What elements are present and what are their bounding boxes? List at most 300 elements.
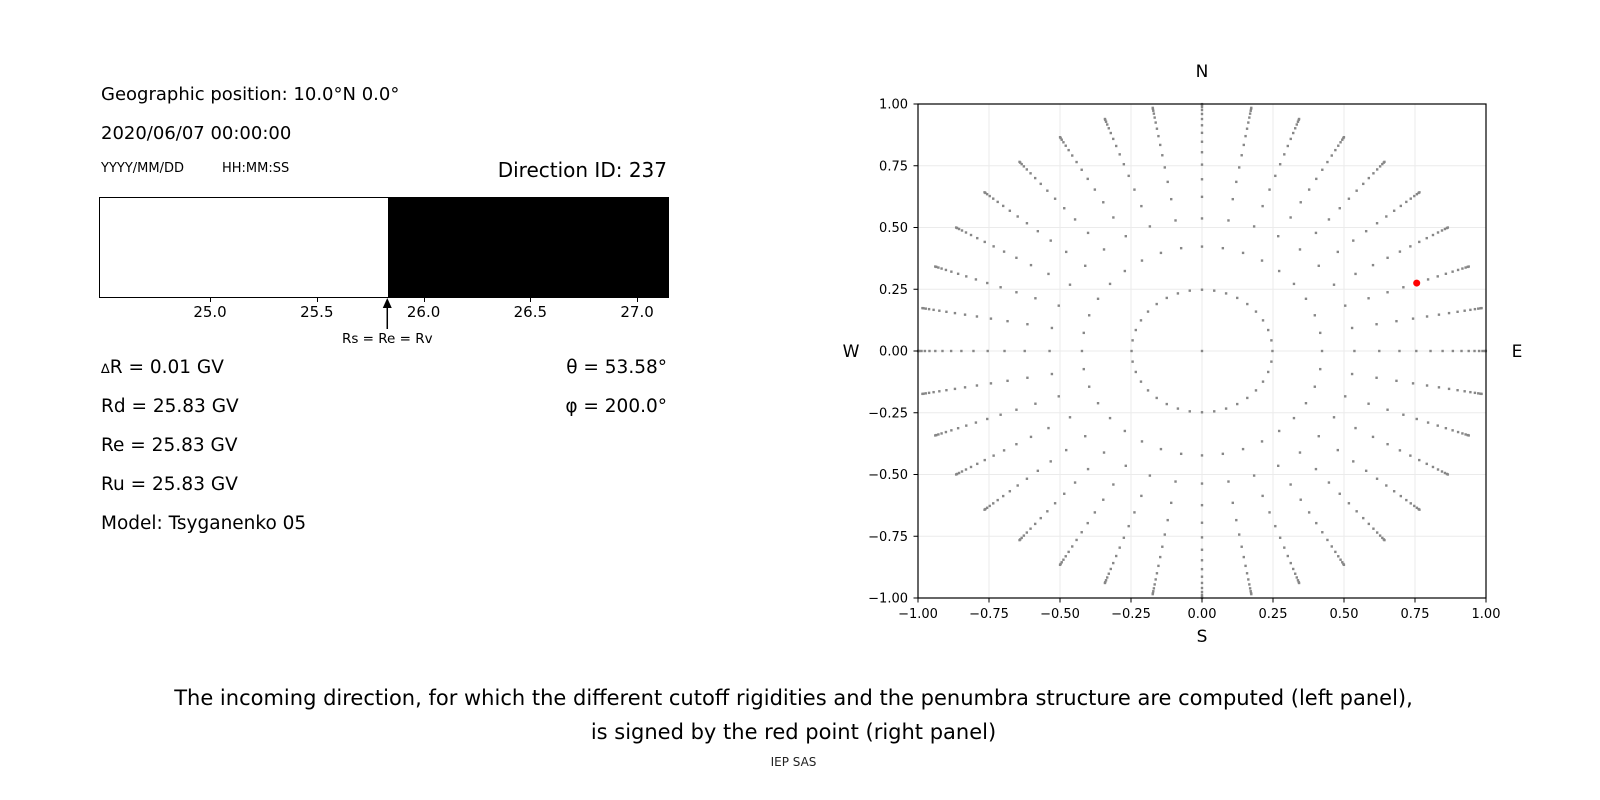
compass-south-label: S: [1196, 627, 1208, 647]
grid-dot: [957, 273, 959, 275]
grid-dot: [1418, 508, 1420, 510]
grid-dot: [1473, 350, 1475, 352]
grid-dot: [1277, 235, 1279, 237]
figure-caption: [0, 686, 1587, 769]
grid-dot: [1365, 230, 1367, 232]
rd-value: Rd = 25.83 GV: [101, 396, 239, 417]
grid-dot: [992, 197, 994, 199]
grid-dot: [1283, 546, 1285, 548]
grid-dot: [1395, 320, 1397, 322]
grid-dot: [1294, 573, 1296, 575]
grid-dot: [1319, 332, 1321, 334]
grid-dot: [1050, 460, 1052, 462]
grid-dot: [1343, 136, 1345, 138]
compass-east-label: E: [1511, 342, 1523, 362]
grid-dot: [1015, 291, 1017, 293]
grid-dot: [1201, 549, 1203, 551]
grid-dot: [950, 270, 952, 272]
grid-dot: [1083, 368, 1085, 370]
x-tick-label: 0.75: [1400, 607, 1430, 622]
grid-dot: [1088, 314, 1090, 316]
grid-dot: [1418, 241, 1420, 243]
grid-dot: [1131, 360, 1133, 362]
grid-dot: [920, 350, 922, 352]
grid-dot: [1015, 257, 1017, 259]
grid-dot: [1344, 395, 1346, 397]
grid-dot: [1480, 393, 1482, 395]
grid-dot: [1400, 495, 1402, 497]
grid-dot: [1355, 189, 1357, 191]
grid-dot: [921, 307, 923, 309]
grid-dot: [1262, 380, 1264, 382]
grid-dot: [1154, 121, 1156, 123]
grid-dot: [1157, 565, 1159, 567]
grid-dot: [1201, 576, 1203, 578]
grid-dot: [1006, 380, 1008, 382]
grid-dot: [1378, 350, 1380, 352]
grid-dot: [1249, 112, 1251, 114]
grid-dot: [1023, 534, 1025, 536]
grid-dot: [965, 231, 967, 233]
grid-dot: [1385, 215, 1387, 217]
grid-dot: [945, 431, 947, 433]
grid-dot: [1160, 448, 1162, 450]
grid-dot: [986, 418, 988, 420]
grid-dot: [1412, 382, 1414, 384]
grid-dot: [1240, 546, 1242, 548]
grid-dot: [1047, 273, 1049, 275]
grid-dot: [1463, 310, 1465, 312]
grid-dot: [1201, 559, 1203, 561]
grid-dot: [1328, 218, 1330, 220]
grid-dot: [1426, 384, 1428, 386]
grid-dot: [1050, 239, 1052, 241]
grid-dot: [989, 195, 991, 197]
grid-dot: [1094, 511, 1096, 513]
grid-dot: [1087, 522, 1089, 524]
grid-dot: [1087, 232, 1089, 234]
grid-dot: [1058, 304, 1060, 306]
grid-dot: [1156, 572, 1158, 574]
grid-dot: [1235, 181, 1237, 183]
grid-dot: [1464, 433, 1466, 435]
grid-dot: [1189, 289, 1191, 291]
grid-dot: [1334, 149, 1336, 151]
grid-dot: [1318, 265, 1320, 267]
grid-dot: [1438, 386, 1440, 388]
grid-dot: [1427, 421, 1429, 423]
grid-dot: [1426, 463, 1428, 465]
grid-dot: [1410, 502, 1412, 504]
grid-dot: [976, 463, 978, 465]
grid-dot: [950, 350, 952, 352]
grid-dot: [1016, 215, 1018, 217]
grid-dot: [954, 388, 956, 390]
grid-dot: [1125, 235, 1127, 237]
grid-dot: [1167, 181, 1169, 183]
grid-dot: [976, 237, 978, 239]
penumbra-tick-label: 26.5: [513, 303, 548, 321]
grid-dot: [1362, 517, 1364, 519]
grid-dot: [1128, 525, 1130, 527]
grid-dot: [970, 466, 972, 468]
grid-dot: [1034, 403, 1036, 405]
penumbra-tick-label: 25.5: [300, 303, 334, 321]
grid-dot: [1074, 481, 1076, 483]
grid-dot: [1130, 350, 1132, 352]
grid-dot: [1244, 135, 1246, 137]
grid-dot: [1386, 291, 1388, 293]
grid-dot: [1201, 587, 1203, 589]
grid-dot: [1071, 545, 1073, 547]
grid-dot: [1026, 377, 1028, 379]
grid-dot: [1339, 493, 1341, 495]
grid-dot: [1109, 417, 1111, 419]
grid-dot: [1177, 407, 1179, 409]
grid-dot: [1115, 555, 1117, 557]
grid-dot: [1235, 519, 1237, 521]
penumbra-tick-label: 26.0: [406, 303, 441, 321]
grid-dot: [1232, 198, 1234, 200]
grid-dot: [937, 266, 939, 268]
grid-dot: [1051, 373, 1053, 375]
grid-dot: [1046, 189, 1048, 191]
x-tick-label: −0.50: [1040, 607, 1080, 622]
grid-dot: [1152, 593, 1154, 595]
y-tick-label: 0.50: [879, 221, 908, 236]
grid-dot: [1102, 499, 1104, 501]
grid-dot: [1270, 339, 1272, 341]
grid-dot: [1405, 499, 1407, 501]
grid-dot: [1051, 327, 1053, 329]
datetime-text: 2020/06/07 00:00:00: [101, 123, 292, 144]
grid-dot: [1201, 113, 1203, 115]
grid-dot: [975, 278, 977, 280]
grid-dot: [1402, 286, 1404, 288]
grid-dot: [1441, 470, 1443, 472]
grid-dot: [1321, 531, 1323, 533]
grid-dot: [1457, 431, 1459, 433]
grid-dot: [1125, 465, 1127, 467]
grid-dot: [984, 241, 986, 243]
grid-dot: [945, 311, 947, 313]
grid-dot: [1429, 350, 1431, 352]
grid-dot: [1386, 443, 1388, 445]
grid-dot: [1351, 373, 1353, 375]
grid-dot: [1478, 350, 1480, 352]
grid-dot: [1248, 583, 1250, 585]
grid-dot: [1250, 593, 1252, 595]
grid-dot: [1088, 386, 1090, 388]
grid-dot: [1201, 109, 1203, 111]
grid-dot: [1161, 546, 1163, 548]
grid-dot: [1362, 183, 1364, 185]
grid-dot: [1201, 411, 1203, 413]
grid-dot: [1279, 537, 1281, 539]
grid-dot: [1314, 314, 1316, 316]
grid-dot: [1410, 197, 1412, 199]
grid-dot: [1261, 495, 1263, 497]
grid-dot: [1023, 165, 1025, 167]
grid-dot: [1447, 226, 1449, 228]
grid-dot: [950, 429, 952, 431]
grid-dot: [1119, 153, 1121, 155]
grid-dot: [1352, 239, 1354, 241]
grid-dot: [1457, 269, 1459, 271]
grid-dot: [1298, 582, 1300, 584]
grid-dot: [1242, 448, 1244, 450]
grid-dot: [945, 269, 947, 271]
grid-dot: [1426, 237, 1428, 239]
grid-dot: [1059, 136, 1061, 138]
grid-dot: [1247, 121, 1249, 123]
grid-dot: [1242, 252, 1244, 254]
grid-dot: [1026, 531, 1028, 533]
grid-dot: [1002, 495, 1004, 497]
grid-dot: [1249, 587, 1251, 589]
grid-dot: [1274, 175, 1276, 177]
grid-dot: [964, 386, 966, 388]
grid-dot: [1352, 460, 1354, 462]
grid-dot: [1063, 207, 1065, 209]
grid-dot: [1222, 453, 1224, 455]
grid-dot: [1030, 436, 1032, 438]
grid-dot: [1213, 410, 1215, 412]
grid-dot: [1279, 163, 1281, 165]
grid-dot: [1355, 510, 1357, 512]
grid-dot: [1480, 307, 1482, 309]
grid-dot: [1201, 132, 1203, 134]
grid-dot: [1399, 449, 1401, 451]
grid-dot: [1331, 154, 1333, 156]
grid-dot: [999, 286, 1001, 288]
grid-dot: [1305, 298, 1307, 300]
grid-dot: [1379, 534, 1381, 536]
grid-dot: [1002, 205, 1004, 207]
grid-dot: [1296, 123, 1298, 125]
grid-dot: [1267, 329, 1269, 331]
grid-dot: [1227, 480, 1229, 482]
grid-dot: [1164, 533, 1166, 535]
grid-dot: [1299, 248, 1301, 250]
grid-dot: [1059, 564, 1061, 566]
grid-dot: [1112, 138, 1114, 140]
grid-dot: [1180, 247, 1182, 249]
grid-dot: [1293, 417, 1295, 419]
grid-dot: [1131, 339, 1133, 341]
grid-dot: [1037, 230, 1039, 232]
grid-dot: [1319, 368, 1321, 370]
grid-dot: [1477, 307, 1479, 309]
grid-dot: [1274, 525, 1276, 527]
grid-dot: [1075, 539, 1077, 541]
grid-dot: [1432, 466, 1434, 468]
grid-dot: [1293, 283, 1295, 285]
grid-dot: [1268, 511, 1270, 513]
grid-dot: [1133, 188, 1135, 190]
grid-dot: [1243, 144, 1245, 146]
grid-dot: [1140, 319, 1142, 321]
grid-dot: [1468, 350, 1470, 352]
grid-dot: [1084, 435, 1086, 437]
grid-dot: [983, 508, 985, 510]
grid-dot: [1405, 201, 1407, 203]
delta-symbol: ∆: [101, 362, 110, 377]
grid-dot: [1222, 247, 1224, 249]
grid-dot: [1412, 317, 1414, 319]
grid-dot: [1365, 470, 1367, 472]
grid-dot: [996, 499, 998, 501]
grid-dot: [1201, 582, 1203, 584]
grid-dot: [955, 473, 957, 475]
grid-dot: [1337, 555, 1339, 557]
grid-dot: [961, 470, 963, 472]
grid-dot: [1201, 536, 1203, 538]
grid-dot: [1441, 229, 1443, 231]
grid-dot: [1321, 350, 1323, 352]
grid-dot: [1287, 145, 1289, 147]
grid-dot: [938, 390, 940, 392]
grid-dot: [1308, 188, 1310, 190]
grid-dot: [1106, 576, 1108, 578]
grid-dot: [1244, 565, 1246, 567]
grid-dot: [960, 350, 962, 352]
grid-dot: [1418, 191, 1420, 193]
grid-dot: [1243, 556, 1245, 558]
grid-dot: [1147, 389, 1149, 391]
grid-dot: [1037, 470, 1039, 472]
grid-dot: [1026, 222, 1028, 224]
grid-dot: [1156, 397, 1158, 399]
direction-id-label: Direction ID: 237: [497, 158, 667, 182]
grid-dot: [1112, 483, 1114, 485]
grid-dot: [1026, 323, 1028, 325]
grid-dot: [1343, 564, 1345, 566]
grid-dot: [1452, 350, 1454, 352]
grid-dot: [1270, 360, 1272, 362]
grid-dot: [1094, 188, 1096, 190]
grid-dot: [1102, 201, 1104, 203]
grid-dot: [1474, 308, 1476, 310]
grid-dot: [1166, 297, 1168, 299]
grid-dot: [1009, 210, 1011, 212]
grid-dot: [1124, 430, 1126, 432]
grid-dot: [1087, 468, 1089, 470]
grid-dot: [1065, 555, 1067, 557]
grid-dot: [940, 432, 942, 434]
grid-dot: [1376, 531, 1378, 533]
theta-value: θ = 53.58°: [566, 357, 667, 378]
grid-dot: [1351, 327, 1353, 329]
grid-dot: [1153, 116, 1155, 118]
grid-dot: [1149, 474, 1151, 476]
grid-dot: [983, 191, 985, 193]
geographic-position-text: Geographic position: 10.0°N 0.0°: [101, 84, 400, 105]
grid-dot: [1104, 118, 1106, 120]
grid-dot: [1153, 583, 1155, 585]
grid-dot: [1201, 196, 1203, 198]
grid-dot: [1112, 562, 1114, 564]
grid-dot: [1164, 166, 1166, 168]
grid-dot: [1416, 418, 1418, 420]
grid-dot: [1468, 265, 1470, 267]
grid-dot: [1029, 172, 1031, 174]
grid-dot: [1250, 107, 1252, 109]
grid-dot: [1461, 267, 1463, 269]
grid-dot: [965, 468, 967, 470]
grid-dot: [1213, 289, 1215, 291]
grid-dot: [1159, 556, 1161, 558]
grid-dot: [1097, 402, 1099, 404]
x-tick-label: −0.25: [1111, 607, 1151, 622]
caption-line-2: is signed by the red point (right panel): [590, 720, 997, 744]
grid-dot: [945, 389, 947, 391]
x-tick-label: 0.25: [1258, 607, 1288, 622]
grid-dot: [1268, 188, 1270, 190]
grid-dot: [1292, 132, 1294, 134]
grid-dot: [1469, 391, 1471, 393]
grid-dot: [1437, 424, 1439, 426]
grid-dot: [1026, 478, 1028, 480]
grid-dot: [1156, 128, 1158, 130]
grid-dot: [1372, 436, 1374, 438]
grid-dot: [1147, 310, 1149, 312]
grid-dot: [1047, 427, 1049, 429]
grid-dot: [1201, 245, 1203, 247]
grid-dot: [1474, 392, 1476, 394]
grid-dot: [1159, 144, 1161, 146]
grid-dot: [1376, 478, 1378, 480]
grid-dot: [1238, 533, 1240, 535]
grid-dot: [1308, 511, 1310, 513]
grid-dot: [1161, 154, 1163, 156]
grid-dot: [1261, 440, 1263, 442]
grid-dot: [954, 312, 956, 314]
y-tick-label: 0.00: [879, 344, 908, 360]
grid-dot: [1262, 319, 1264, 321]
grid-dot: [1029, 527, 1031, 529]
grid-dot: [932, 391, 934, 393]
grid-dot: [1354, 273, 1356, 275]
grid-dot: [1063, 493, 1065, 495]
grid-dot: [965, 424, 967, 426]
grid-dot: [990, 382, 992, 384]
grid-dot: [1084, 265, 1086, 267]
grid-dot: [1296, 576, 1298, 578]
grid-dot: [1160, 252, 1162, 254]
grid-dot: [1278, 430, 1280, 432]
grid-dot: [1201, 522, 1203, 524]
grid-dot: [1448, 312, 1450, 314]
grid-dot: [1344, 304, 1346, 306]
grid-dot: [1315, 232, 1317, 234]
grid-dot: [1375, 377, 1377, 379]
grid-dot: [1109, 283, 1111, 285]
grid-dot: [1321, 169, 1323, 171]
grid-dot: [1339, 141, 1341, 143]
grid-dot: [1367, 403, 1369, 405]
grid-dot: [1103, 248, 1105, 250]
grid-dot: [1437, 275, 1439, 277]
grid-dot: [1030, 264, 1032, 266]
grid-dot: [1141, 259, 1143, 261]
grid-dot: [1438, 313, 1440, 315]
grid-dot: [1081, 350, 1083, 352]
grid-dot: [1300, 201, 1302, 203]
grid-dot: [1271, 350, 1273, 352]
y-tick-label: −1.00: [868, 591, 908, 607]
y-tick-label: −0.50: [868, 468, 908, 483]
